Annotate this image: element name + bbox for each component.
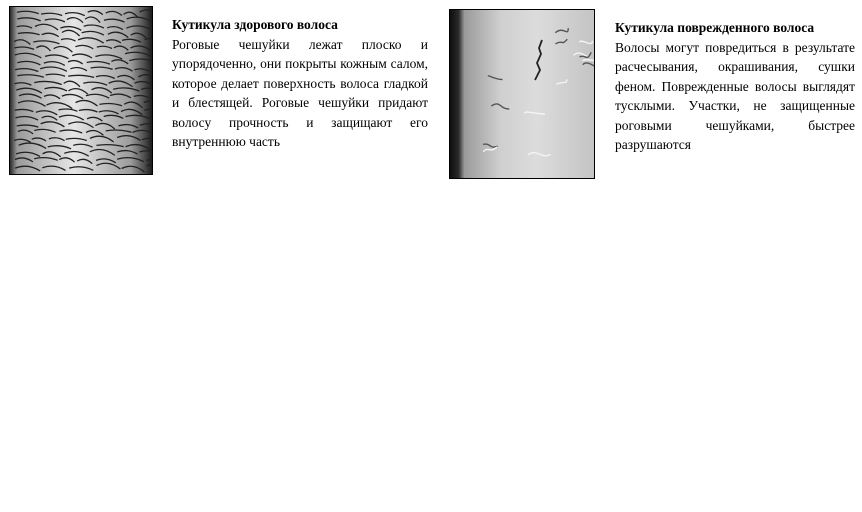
damaged-cuticle-photo bbox=[449, 9, 595, 179]
damaged-cuticle-title: Кутикула поврежденного волоса bbox=[615, 20, 815, 35]
healthy-cuticle-photo bbox=[9, 6, 153, 175]
healthy-cuticle-text: Роговые чешуйки лежат плоско и упорядоченно, они покрыты кожным салом, которое делает поверхность волоса гладкой и блестящей. Роговые чешуйки придают волосу прочность и защищают его внутреннюю часть bbox=[172, 36, 428, 149]
healthy-cuticle-section bbox=[172, 15, 428, 152]
damaged-cuticle-section bbox=[615, 18, 855, 155]
damaged-cuticle-image bbox=[450, 10, 594, 178]
healthy-cuticle-title: Кутикула здорового волоса bbox=[172, 17, 338, 32]
damaged-cuticle-text: Волосы могут повредиться в результате расчесывания, окрашивания, сушки феном. Поврежденные волосы выглядят тусклыми. Участки, не защищенные роговыми чешуйками, быстрее разрушаются bbox=[615, 39, 855, 152]
healthy-cuticle-image bbox=[10, 7, 152, 174]
